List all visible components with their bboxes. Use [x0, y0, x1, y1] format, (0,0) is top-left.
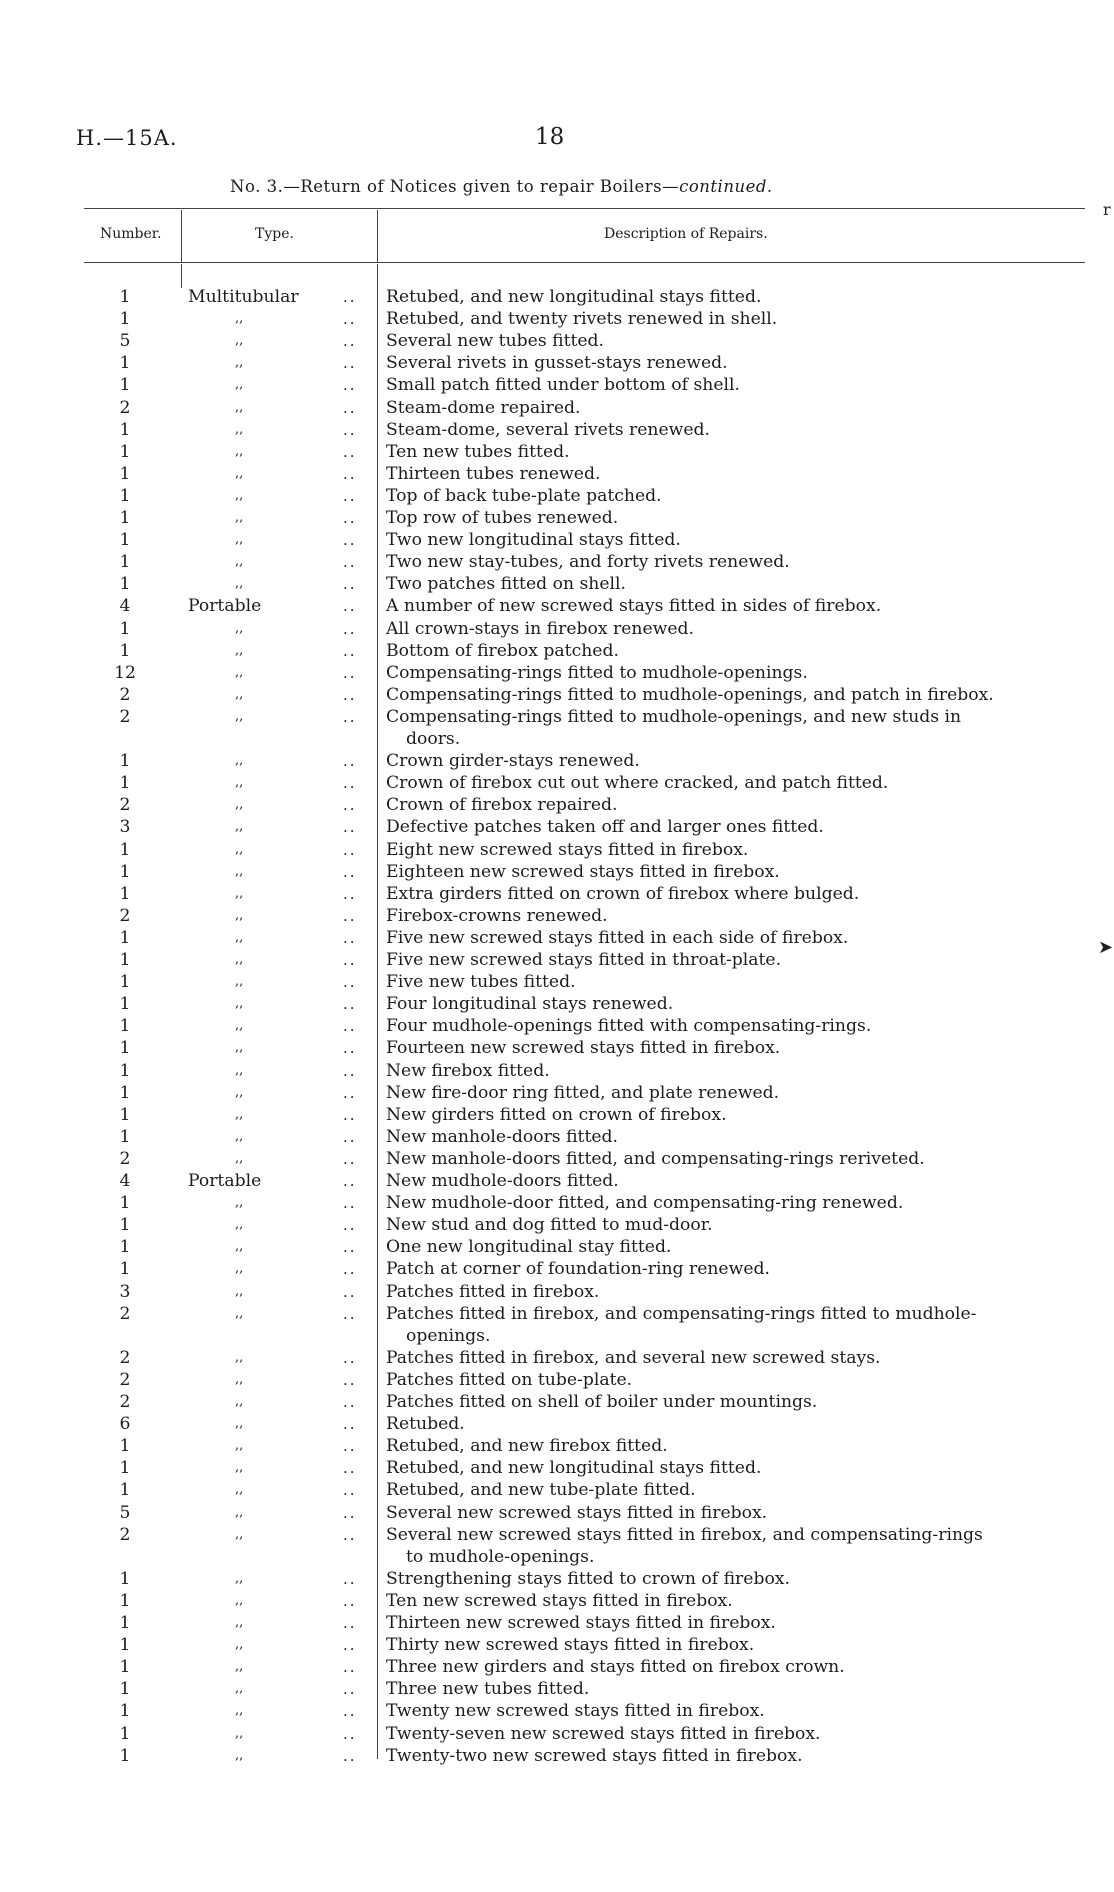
row-leader-dots: ..: [343, 354, 357, 373]
row-leader-dots: ..: [343, 641, 357, 660]
row-description: Crown of firebox repaired.: [386, 795, 618, 816]
row-description: Steam-dome repaired.: [386, 397, 581, 418]
row-type: ,,: [235, 333, 244, 349]
row-leader-dots: ..: [343, 1172, 357, 1190]
row-type: ,,: [235, 399, 244, 415]
row-leader-dots: ..: [343, 288, 357, 306]
row-type: Portable: [188, 596, 262, 617]
row-leader-dots: ..: [343, 531, 357, 550]
row-number: 1: [119, 1635, 131, 1656]
row-number: 2: [119, 1347, 131, 1368]
row-leader-dots: ..: [343, 597, 357, 616]
row-description: Retubed.: [386, 1414, 465, 1435]
row-leader-dots: ..: [343, 332, 357, 351]
row-leader-dots: ..: [343, 818, 357, 837]
row-number: 6: [119, 1414, 131, 1435]
row-leader-dots: ..: [343, 1702, 357, 1721]
row-number: 3: [119, 817, 131, 838]
row-type: ,,: [235, 510, 244, 525]
row-type: ,,: [235, 1062, 244, 1078]
row-type: ,,: [235, 421, 244, 437]
row-type: ,,: [235, 1504, 244, 1520]
row-number: 2: [119, 795, 131, 816]
row-number: 1: [119, 1193, 131, 1214]
row-description: Patches fitted in firebox, and compensating-rings fitted to mudhole-: [386, 1303, 977, 1324]
row-leader-dots: ..: [343, 1614, 357, 1632]
row-type: ,,: [235, 775, 244, 791]
row-leader-dots: ..: [343, 1017, 357, 1036]
row-leader-dots: ..: [343, 509, 357, 527]
row-number: 2: [119, 1303, 131, 1324]
row-description: New girders fitted on crown of firebox.: [386, 1104, 727, 1125]
row-type: ,,: [235, 642, 244, 658]
row-number: 1: [119, 1436, 131, 1457]
row-number: 1: [119, 419, 131, 440]
row-leader-dots: ..: [343, 1348, 357, 1367]
table-title: [230, 177, 773, 196]
row-type: ,,: [235, 532, 244, 548]
row-description: Two new stay-tubes, and forty rivets renewed.: [386, 552, 790, 573]
row-leader-dots: ..: [343, 575, 357, 594]
row-type: ,,: [235, 974, 244, 990]
row-leader-dots: ..: [343, 310, 357, 329]
row-number: 1: [119, 1745, 131, 1766]
row-type: ,,: [235, 1195, 244, 1211]
row-description: Retubed, and new longitudinal stays fitted.: [386, 287, 762, 307]
row-type: ,,: [235, 1659, 244, 1675]
row-number: 1: [119, 839, 131, 860]
row-leader-dots: ..: [343, 464, 357, 483]
row-leader-dots: ..: [343, 685, 357, 704]
row-leader-dots: ..: [343, 1282, 357, 1301]
margin-mark-top: r: [1103, 200, 1111, 219]
row-type: ,,: [235, 443, 244, 459]
body-column-divider-2: [377, 264, 378, 1759]
row-leader-dots: ..: [343, 774, 357, 793]
row-leader-dots: ..: [343, 1393, 357, 1411]
row-leader-dots: ..: [343, 486, 357, 505]
row-type: ,,: [235, 576, 244, 592]
row-leader-dots: ..: [343, 884, 357, 903]
row-description-continued: to mudhole-openings.: [406, 1546, 595, 1567]
row-description: A number of new screwed stays fitted in sides of firebox.: [386, 596, 882, 617]
row-number: 12: [114, 662, 136, 683]
row-type: ,,: [235, 355, 244, 371]
row-number: 2: [119, 684, 131, 705]
row-type: ,,: [235, 1438, 244, 1454]
row-leader-dots: ..: [343, 1503, 357, 1522]
row-description: Eighteen new screwed stays fitted in firebox.: [386, 861, 780, 882]
row-description: Twenty new screwed stays fitted in firebox.: [386, 1701, 765, 1722]
row-type: ,,: [235, 1570, 244, 1586]
row-description: New firebox fitted.: [386, 1060, 550, 1081]
row-leader-dots: ..: [343, 1216, 357, 1235]
row-description: Bottom of firebox patched.: [386, 640, 619, 661]
row-type: ,,: [235, 686, 244, 702]
row-number: 1: [119, 972, 131, 993]
row-type: ,,: [235, 1084, 244, 1100]
row-leader-dots: ..: [343, 619, 357, 638]
row-number: 1: [119, 1104, 131, 1125]
row-type: ,,: [235, 841, 244, 857]
row-number: 1: [119, 463, 131, 484]
row-number: 2: [119, 1392, 131, 1412]
row-number: 1: [119, 574, 131, 595]
row-number: 1: [119, 994, 131, 1015]
row-type: ,,: [235, 1018, 244, 1034]
row-type: ,,: [235, 819, 244, 835]
row-leader-dots: ..: [343, 1459, 357, 1478]
row-leader-dots: ..: [343, 1680, 357, 1699]
row-type: ,,: [235, 929, 244, 945]
row-description: Several new screwed stays fitted in firebox, and compensating-rings: [386, 1524, 983, 1545]
row-description: Patches fitted in firebox, and several new screwed stays.: [386, 1347, 881, 1368]
row-type: ,,: [235, 797, 244, 813]
row-number: 1: [119, 1723, 131, 1744]
row-leader-dots: ..: [343, 1238, 357, 1257]
row-description: Thirteen new screwed stays fitted in firebox.: [386, 1613, 776, 1633]
row-number: 1: [119, 1126, 131, 1147]
row-description: Patch at corner of foundation-ring renewed.: [386, 1259, 770, 1280]
row-type: ,,: [235, 1394, 244, 1409]
body-column-divider-1: [181, 264, 182, 288]
row-description: Firebox-crowns renewed.: [386, 905, 608, 926]
row-leader-dots: ..: [343, 1260, 357, 1279]
row-leader-dots: ..: [343, 1370, 357, 1389]
row-number: 2: [119, 397, 131, 418]
row-description: Eight new screwed stays fitted in firebox.: [386, 839, 749, 860]
row-leader-dots: ..: [343, 1658, 357, 1677]
row-number: 1: [119, 1480, 131, 1501]
row-number: 1: [119, 1568, 131, 1589]
row-type: ,,: [235, 1482, 244, 1498]
row-type: ,,: [235, 311, 244, 327]
row-description: One new longitudinal stay fitted.: [386, 1237, 672, 1258]
row-number: 1: [119, 1701, 131, 1722]
row-type: ,,: [235, 554, 244, 570]
row-description: Patches fitted on shell of boiler under mountings.: [386, 1392, 818, 1412]
row-number: 1: [119, 1082, 131, 1103]
row-description: New mudhole-door fitted, and compensating-ring renewed.: [386, 1193, 904, 1214]
row-description-continued: openings.: [406, 1325, 491, 1346]
row-description: Top of back tube-plate patched.: [386, 485, 662, 506]
row-leader-dots: ..: [343, 1591, 357, 1610]
row-type: ,,: [235, 1040, 244, 1056]
row-type: ,,: [235, 1615, 244, 1630]
row-description: All crown-stays in firebox renewed.: [386, 618, 694, 639]
row-type: ,,: [235, 863, 244, 879]
row-number: 2: [119, 905, 131, 926]
row-leader-dots: ..: [343, 663, 357, 682]
row-leader-dots: ..: [343, 553, 357, 572]
row-description: Steam-dome, several rivets renewed.: [386, 419, 711, 440]
row-description: Ten new tubes fitted.: [386, 441, 570, 462]
row-type: ,,: [235, 1239, 244, 1255]
row-description: Patches fitted in firebox.: [386, 1281, 600, 1302]
row-number: 1: [119, 773, 131, 794]
row-description: New stud and dog fitted to mud-door.: [386, 1215, 713, 1236]
row-leader-dots: ..: [343, 1061, 357, 1080]
row-number: 1: [119, 353, 131, 374]
row-number: 2: [119, 1524, 131, 1545]
row-number: 1: [119, 1060, 131, 1081]
row-leader-dots: ..: [343, 376, 357, 395]
row-leader-dots: ..: [343, 1149, 357, 1168]
row-type: ,,: [235, 487, 244, 503]
table-title-main: No. 3.—Return of Notices given to repair Boilers—: [230, 177, 680, 196]
row-leader-dots: ..: [343, 906, 357, 925]
row-number: 2: [119, 706, 131, 727]
margin-mark-arrow: ➤: [1098, 937, 1114, 958]
row-number: 1: [119, 375, 131, 396]
row-leader-dots: ..: [343, 1437, 357, 1456]
row-number: 1: [119, 1590, 131, 1611]
row-description: Four mudhole-openings fitted with compensating-rings.: [386, 1016, 872, 1037]
row-number: 1: [119, 485, 131, 506]
row-type: ,,: [235, 1725, 244, 1741]
row-description: Several rivets in gusset-stays renewed.: [386, 353, 728, 374]
row-leader-dots: ..: [343, 707, 357, 726]
column-header-number: Number.: [100, 226, 162, 242]
row-number: 1: [119, 1259, 131, 1280]
row-leader-dots: ..: [343, 442, 357, 461]
row-type: ,,: [235, 1283, 244, 1299]
row-type: ,,: [235, 1349, 244, 1365]
row-description: Compensating-rings fitted to mudhole-openings, and patch in firebox.: [386, 684, 994, 705]
row-type: ,,: [235, 1371, 244, 1387]
row-number: 1: [119, 287, 131, 307]
row-type: ,,: [235, 1747, 244, 1763]
row-description: Ten new screwed stays fitted in firebox.: [386, 1590, 733, 1611]
row-leader-dots: ..: [343, 1569, 357, 1588]
row-description: New manhole-doors fitted, and compensating-rings reriveted.: [386, 1148, 925, 1169]
column-header-type: Type.: [255, 226, 294, 242]
row-number: 4: [119, 1171, 131, 1191]
row-leader-dots: ..: [343, 1105, 357, 1124]
page-number: 18: [535, 124, 565, 150]
row-type: ,,: [235, 1703, 244, 1719]
row-leader-dots: ..: [343, 1481, 357, 1500]
row-type: ,,: [235, 465, 244, 481]
header-bottom-rule: [84, 262, 1085, 263]
row-type: ,,: [235, 1128, 244, 1144]
row-description-continued: doors.: [406, 728, 461, 749]
row-number: 1: [119, 1679, 131, 1700]
row-number: 1: [119, 861, 131, 882]
row-leader-dots: ..: [343, 1746, 357, 1765]
row-description: Crown girder-stays renewed.: [386, 751, 640, 772]
row-number: 2: [119, 1148, 131, 1169]
row-description: Five new screwed stays fitted in each side of firebox.: [386, 927, 849, 948]
row-type: ,,: [235, 1217, 244, 1233]
column-header-description: Description of Repairs.: [604, 226, 768, 242]
row-leader-dots: ..: [343, 1415, 357, 1434]
row-type: ,,: [235, 1106, 244, 1122]
row-description: Small patch fitted under bottom of shell.: [386, 375, 740, 396]
row-description: Thirteen tubes renewed.: [386, 463, 601, 484]
row-leader-dots: ..: [343, 862, 357, 881]
row-type: ,,: [235, 952, 244, 967]
row-type: ,,: [235, 753, 244, 769]
row-leader-dots: ..: [343, 796, 357, 815]
row-type: Multitubular: [188, 287, 299, 307]
row-description: Several new screwed stays fitted in firebox.: [386, 1502, 768, 1523]
row-description: Two patches fitted on shell.: [386, 574, 626, 595]
header-top-rule: [84, 208, 1085, 209]
row-description: Thirty new screwed stays fitted in firebox.: [386, 1635, 755, 1656]
row-number: 4: [119, 596, 131, 617]
row-description: Twenty-seven new screwed stays fitted in firebox.: [386, 1723, 821, 1744]
row-type: ,,: [235, 1526, 244, 1542]
row-description: Strengthening stays fitted to crown of firebox.: [386, 1568, 790, 1589]
row-description: Crown of firebox cut out where cracked, and patch fitted.: [386, 773, 889, 794]
row-type: ,,: [235, 1416, 244, 1432]
row-type: ,,: [235, 996, 244, 1012]
table-title-continued: continued.: [679, 177, 773, 196]
row-number: 1: [119, 883, 131, 904]
row-leader-dots: ..: [343, 1724, 357, 1743]
row-number: 1: [119, 950, 131, 970]
row-description: Retubed, and new firebox fitted.: [386, 1436, 668, 1457]
row-description: Five new screwed stays fitted in throat-plate.: [386, 950, 782, 970]
row-number: 1: [119, 508, 131, 528]
row-leader-dots: ..: [343, 995, 357, 1014]
document-code: H.—15A.: [76, 126, 178, 150]
row-leader-dots: ..: [343, 1636, 357, 1655]
row-type: ,,: [235, 1261, 244, 1277]
row-description: Retubed, and new longitudinal stays fitted.: [386, 1458, 762, 1479]
row-type: ,,: [235, 1150, 244, 1166]
row-description: Retubed, and new tube-plate fitted.: [386, 1480, 696, 1501]
row-number: 1: [119, 1038, 131, 1059]
row-type: Portable: [188, 1171, 262, 1191]
row-leader-dots: ..: [343, 752, 357, 771]
row-number: 1: [119, 552, 131, 573]
row-description: Compensating-rings fitted to mudhole-openings, and new studs in: [386, 706, 962, 727]
row-leader-dots: ..: [343, 1304, 357, 1323]
row-leader-dots: ..: [343, 398, 357, 417]
row-number: 1: [119, 640, 131, 661]
row-description: Two new longitudinal stays fitted.: [386, 530, 681, 551]
row-number: 1: [119, 751, 131, 772]
row-description: Extra girders fitted on crown of firebox where bulged.: [386, 883, 860, 904]
row-type: ,,: [235, 1681, 244, 1697]
row-description: Retubed, and twenty rivets renewed in shell.: [386, 309, 778, 330]
row-type: ,,: [235, 907, 244, 923]
row-number: 1: [119, 441, 131, 462]
row-leader-dots: ..: [343, 951, 357, 969]
row-type: ,,: [235, 1592, 244, 1608]
row-number: 5: [119, 331, 131, 352]
row-description: Fourteen new screwed stays fitted in firebox.: [386, 1038, 781, 1059]
row-number: 1: [119, 530, 131, 551]
row-type: ,,: [235, 708, 244, 724]
row-type: ,,: [235, 1460, 244, 1476]
row-leader-dots: ..: [343, 420, 357, 439]
row-description: New manhole-doors fitted.: [386, 1126, 619, 1147]
column-divider-1: [181, 210, 182, 262]
row-type: ,,: [235, 620, 244, 636]
row-leader-dots: ..: [343, 928, 357, 947]
row-type: ,,: [235, 1305, 244, 1321]
row-description: Three new girders and stays fitted on firebox crown.: [386, 1657, 845, 1678]
row-description: Patches fitted on tube-plate.: [386, 1369, 633, 1390]
row-description: Defective patches taken off and larger ones fitted.: [386, 817, 824, 838]
row-number: 1: [119, 1016, 131, 1037]
row-type: ,,: [235, 1637, 244, 1653]
row-description: Compensating-rings fitted to mudhole-openings.: [386, 662, 808, 683]
row-type: ,,: [235, 885, 244, 901]
row-leader-dots: ..: [343, 1039, 357, 1058]
row-description: Top row of tubes renewed.: [386, 508, 619, 528]
column-divider-2: [377, 210, 378, 262]
row-number: 1: [119, 309, 131, 330]
row-number: 1: [119, 1458, 131, 1479]
row-number: 1: [119, 1215, 131, 1236]
row-number: 1: [119, 1237, 131, 1258]
row-number: 5: [119, 1502, 131, 1523]
row-leader-dots: ..: [343, 1083, 357, 1102]
row-type: ,,: [235, 664, 244, 680]
row-leader-dots: ..: [343, 1194, 357, 1213]
row-number: 1: [119, 618, 131, 639]
row-description: Three new tubes fitted.: [386, 1679, 590, 1700]
row-number: 1: [119, 1657, 131, 1678]
row-leader-dots: ..: [343, 973, 357, 992]
row-description: Twenty-two new screwed stays fitted in firebox.: [386, 1745, 803, 1766]
row-description: New mudhole-doors fitted.: [386, 1171, 619, 1191]
row-description: New fire-door ring fitted, and plate renewed.: [386, 1082, 780, 1103]
row-number: 1: [119, 927, 131, 948]
row-description: Several new tubes fitted.: [386, 331, 605, 352]
row-description: Five new tubes fitted.: [386, 972, 576, 993]
row-leader-dots: ..: [343, 1127, 357, 1146]
row-leader-dots: ..: [343, 840, 357, 859]
row-number: 3: [119, 1281, 131, 1302]
row-leader-dots: ..: [343, 1525, 357, 1544]
row-description: Four longitudinal stays renewed.: [386, 994, 674, 1015]
row-number: 1: [119, 1613, 131, 1633]
row-type: ,,: [235, 377, 244, 393]
row-number: 2: [119, 1369, 131, 1390]
